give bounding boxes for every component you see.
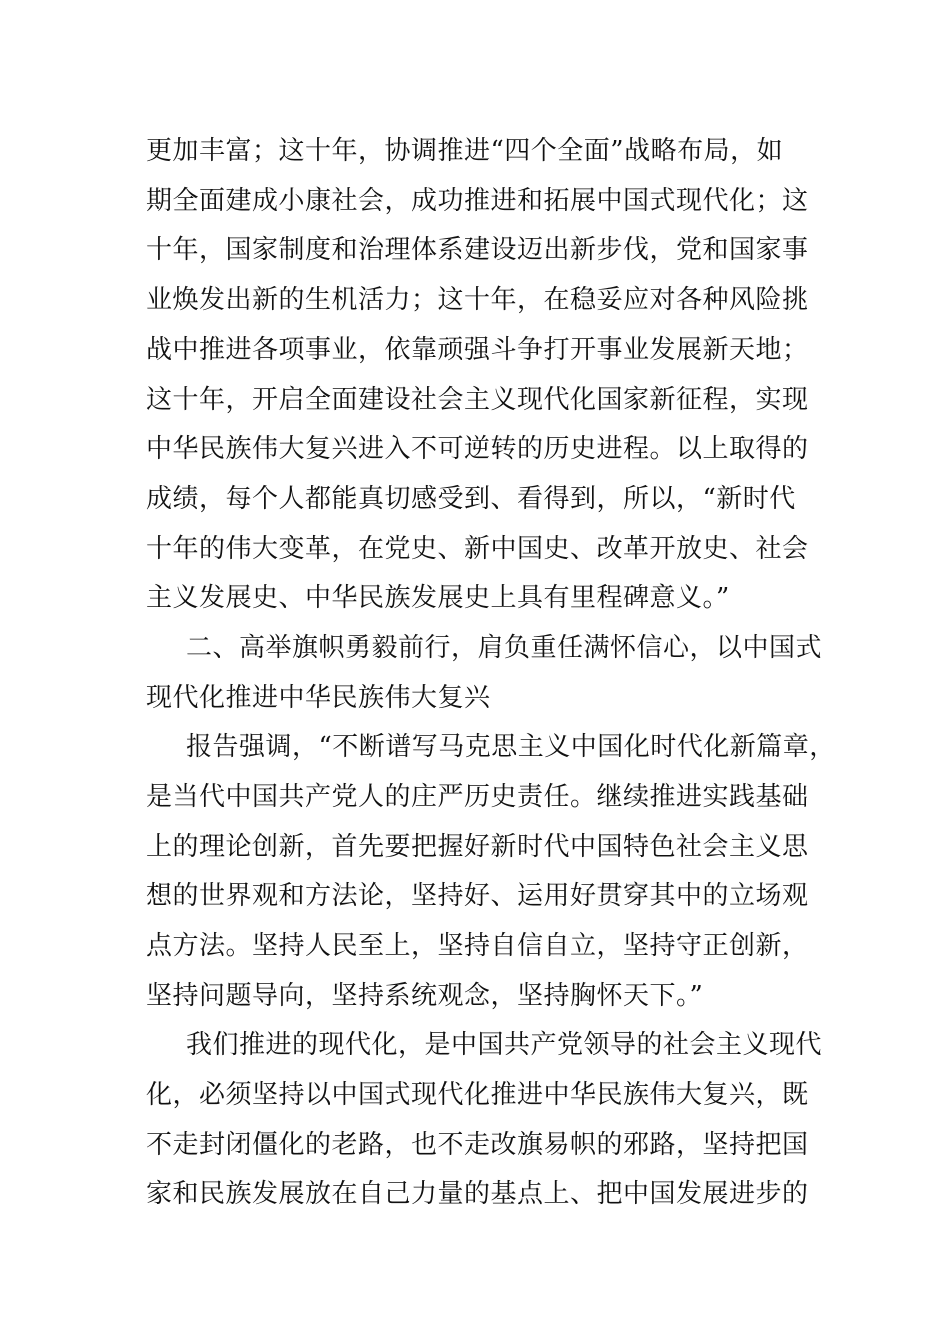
paragraph-line: 十年，国家制度和治理体系建设迈出新步伐，党和国家事 [146,235,809,265]
paragraph-line: 中华民族伟大复兴进入不可逆转的历史进程。以上取得的 [146,434,809,464]
paragraph-line: 我们推进的现代化，是中国共产党领导的社会主义现代 [186,1030,823,1060]
paragraph-line: 业焕发出新的生机活力；这十年，在稳妥应对各种风险挑 [146,285,809,315]
section-heading-line: 二、高举旗帜勇毅前行，肩负重任满怀信心，以中国式 [186,633,823,663]
paragraph-line: 化，必须坚持以中国式现代化推进中华民族伟大复兴，既 [146,1080,809,1110]
paragraph-line: 期全面建成小康社会，成功推进和拓展中国式现代化；这 [146,186,809,216]
paragraph-line: 更加丰富；这十年，协调推进“四个全面”战略布局，如 [146,136,784,166]
paragraph-line: 报告强调，“不断谱写马克思主义中国化时代化新篇章， [186,732,836,762]
paragraph-line: 点方法。坚持人民至上，坚持自信自立，坚持守正创新， [146,931,809,961]
paragraph-line: 坚持问题导向，坚持系统观念，坚持胸怀天下。” [146,981,704,1011]
paragraph-line: 战中推进各项事业，依靠顽强斗争打开事业发展新天地； [146,335,809,365]
paragraph-line: 上的理论创新，首先要把握好新时代中国特色社会主义思 [146,832,809,862]
paragraph-line: 这十年，开启全面建设社会主义现代化国家新征程，实现 [146,385,809,415]
paragraph-line: 成绩，每个人都能真切感受到、看得到，所以，“新时代 [146,484,796,514]
paragraph-line: 主义发展史、中华民族发展史上具有里程碑意义。” [146,583,730,613]
paragraph-line: 家和民族发展放在自己力量的基点上、把中国发展进步的 [146,1179,809,1209]
paragraph-line: 不走封闭僵化的老路，也不走改旗易帜的邪路，坚持把国 [146,1130,809,1160]
paragraph-line: 十年的伟大变革，在党史、新中国史、改革开放史、社会 [146,534,809,564]
section-heading-line: 现代化推进中华民族伟大复兴 [146,683,491,713]
paragraph-line: 想的世界观和方法论，坚持好、运用好贯穿其中的立场观 [146,881,809,911]
paragraph-line: 是当代中国共产党人的庄严历史责任。继续推进实践基础 [146,782,809,812]
